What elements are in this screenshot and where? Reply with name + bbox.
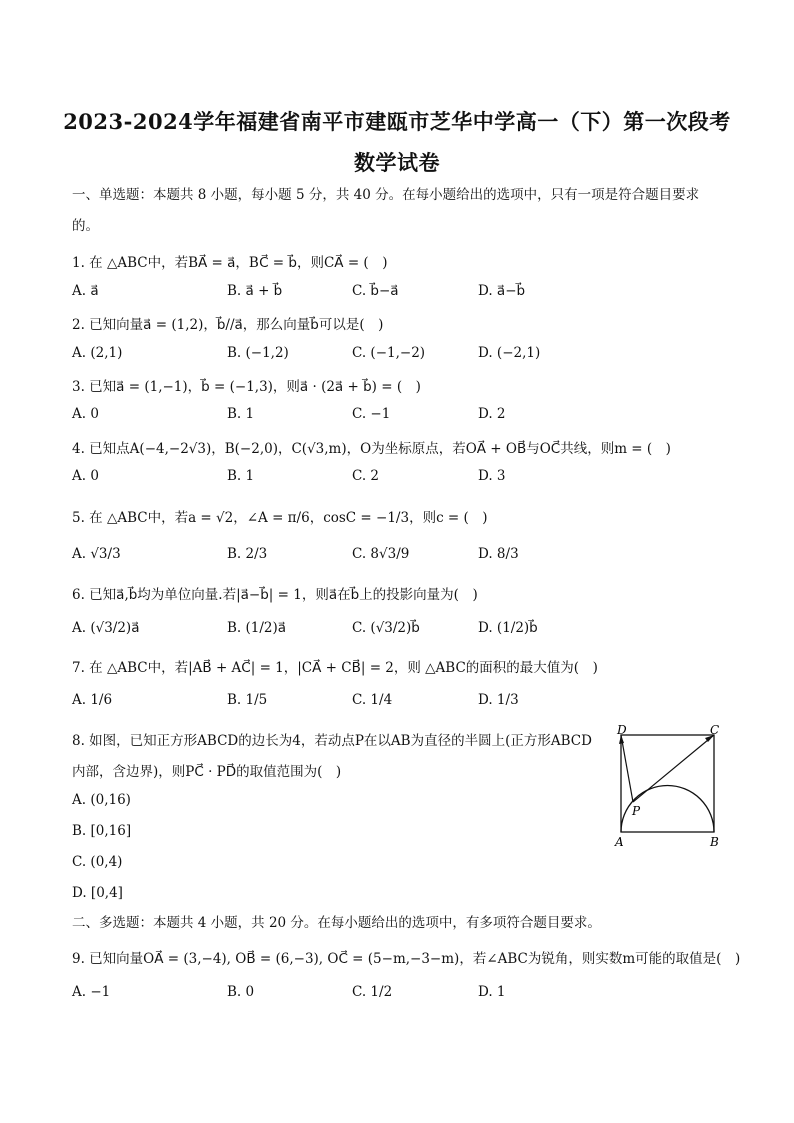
option-b: B. 0: [227, 984, 255, 1000]
option-c: C. (−1,−2): [352, 345, 426, 361]
option-b: B. 1/5: [227, 692, 268, 708]
label-p: P: [632, 804, 641, 818]
option-b: B. 1: [227, 468, 255, 484]
option-c: C. 1/2: [352, 984, 393, 1000]
option-a: A. (√3/2)a⃗: [72, 620, 140, 636]
option-d: D. 1/3: [478, 692, 519, 708]
option-a: A. 1/6: [72, 692, 113, 708]
option-c: C. (√3/2)b⃗: [352, 620, 420, 636]
question-8-stem-line-1: 8. 如图，已知正方形ABCD的边长为4，若动点P在以AB为直径的半圆上(正方形ABCD: [72, 733, 592, 749]
label-b: B: [710, 835, 719, 849]
question-7-stem: 7. 在 △ABC中，若|AB⃗ + AC⃗| = 1，|CA⃗ + CB⃗| = 2，则 △ABC的面积的最大值为( ): [72, 660, 598, 676]
option-b: B. 2/3: [227, 546, 268, 562]
question-1-stem: 1. 在 △ABC中，若BA⃗ = a⃗，BC⃗ = b⃗，则CA⃗ = ( ): [72, 255, 388, 271]
question-6-stem: 6. 已知a⃗,b⃗均为单位向量.若|a⃗−b⃗| = 1，则a⃗在b⃗上的投影向量为( ): [72, 587, 478, 603]
option-c: C. 2: [352, 468, 380, 484]
option-b: B. (1/2)a⃗: [227, 620, 287, 636]
option-a: A. 0: [72, 406, 99, 422]
option-a: A. −1: [72, 984, 111, 1000]
option-a: A. √3/3: [72, 546, 121, 562]
label-a: A: [615, 835, 624, 849]
option-d: D. 2: [478, 406, 506, 422]
section-2-header: 二、多选题：本题共 4 小题，共 20 分。在每小题给出的选项中，有多项符合题目要求。: [72, 915, 601, 931]
square-semicircle-figure: [604, 722, 734, 852]
question-8-stem-line-2: 内部，含边界)，则PC⃗ · PD⃗的取值范围为( ): [72, 764, 342, 780]
option-a: A. (2,1): [72, 345, 123, 361]
label-d: D: [617, 723, 627, 737]
option-c: C. −1: [352, 406, 391, 422]
option-b: B. 1: [227, 406, 255, 422]
exam-subtitle: 数学试卷: [354, 150, 440, 175]
question-4-stem: 4. 已知点A(−4,−2√3)，B(−2,0)，C(√3,m)，O为坐标原点，若OA⃗ + OB⃗与OC⃗共线，则m = ( ): [72, 441, 671, 457]
option-b: B. [0,16]: [72, 823, 132, 839]
exam-title: 2023-2024学年福建省南平市建瓯市芝华中学高一（下）第一次段考: [63, 109, 731, 134]
option-d: D. a⃗−b⃗: [478, 283, 526, 299]
vector-pc: [633, 735, 714, 802]
section-1-header: 一、单选题：本题共 8 小题，每小题 5 分，共 40 分。在每小题给出的选项中，只有一项是符合题目要求的。: [72, 187, 700, 234]
option-b: B. a⃗ + b⃗: [227, 283, 283, 299]
option-d: D. 8/3: [478, 546, 519, 562]
question-3-stem: 3. 已知a⃗ = (1,−1)，b⃗ = (−1,3)，则a⃗ · (2a⃗ + b⃗) = ( ): [72, 379, 421, 395]
option-d: D. 1: [478, 984, 506, 1000]
question-2-stem: 2. 已知向量a⃗ = (1,2)，b⃗//a⃗，那么向量b⃗可以是( ): [72, 317, 384, 333]
option-c: C. (0,4): [72, 854, 123, 870]
question-5-stem: 5. 在 △ABC中，若a = √2，∠A = π/6，cosC = −1/3，则c = ( ): [72, 510, 488, 526]
option-b: B. (−1,2): [227, 345, 289, 361]
option-d: D. 3: [478, 468, 506, 484]
option-d: D. (1/2)b⃗: [478, 620, 538, 636]
option-a: A. (0,16): [72, 792, 131, 808]
label-c: C: [710, 723, 720, 737]
option-d: D. [0,4]: [72, 885, 123, 901]
option-a: A. a⃗: [72, 283, 99, 299]
option-c: C. 1/4: [352, 692, 393, 708]
option-d: D. (−2,1): [478, 345, 541, 361]
option-c: C. b⃗−a⃗: [352, 283, 399, 299]
vector-pd: [621, 735, 633, 802]
question-9-stem: 9. 已知向量OA⃗ = (3,−4), OB⃗ = (6,−3), OC⃗ = (5−m,−3−m)，若∠ABC为锐角，则实数m可能的取值是( ): [72, 951, 741, 967]
option-c: C. 8√3/9: [352, 546, 410, 562]
option-a: A. 0: [72, 468, 99, 484]
